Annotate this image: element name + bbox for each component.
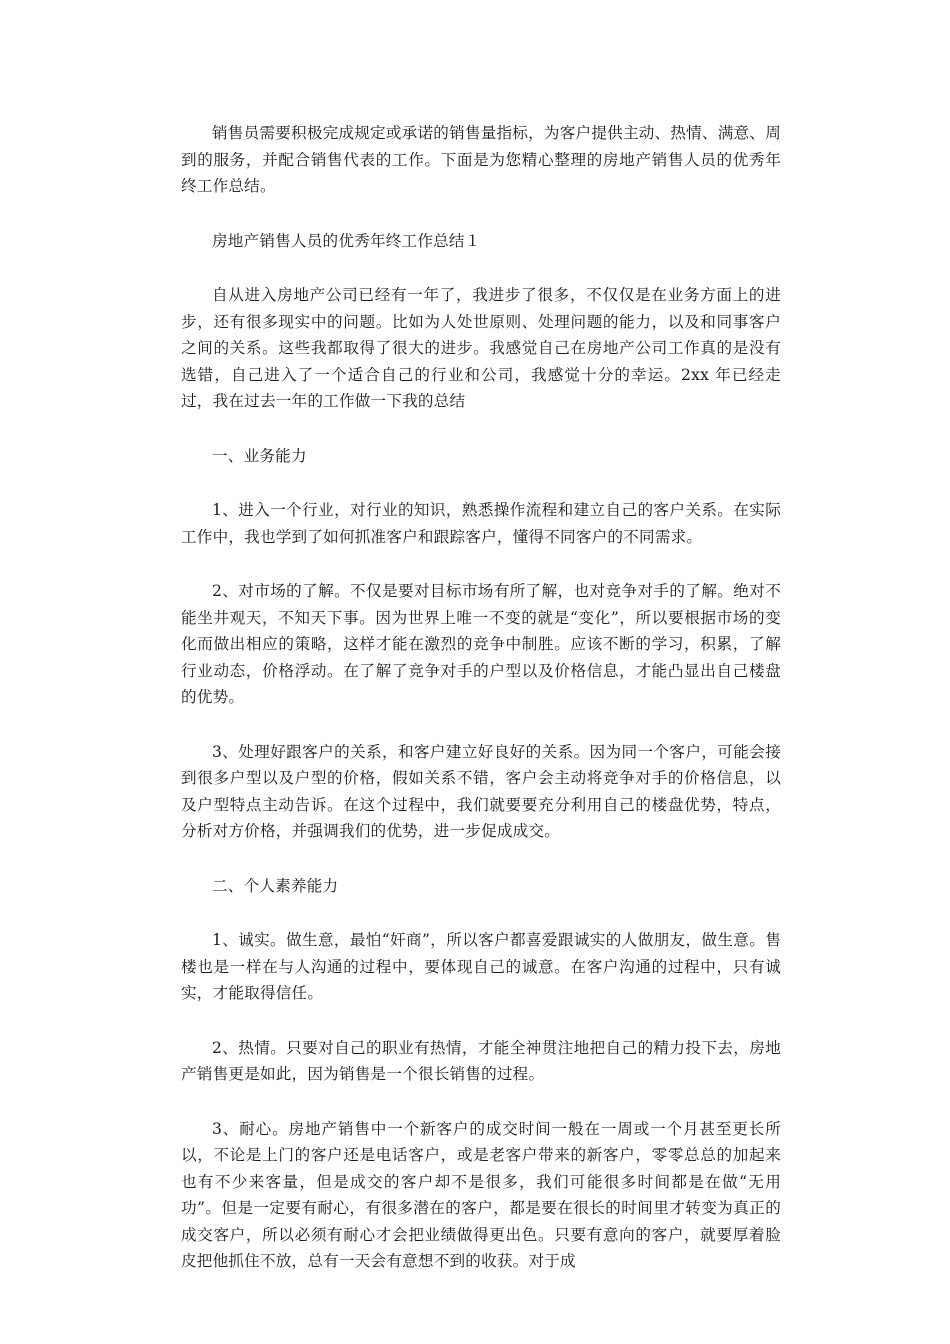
section-heading-business: 一、业务能力 — [212, 446, 307, 465]
intro-paragraph: 销售员需要积极完成规定或承诺的销售量指标，为客户提供主动、热情、满意、周到的服务，并配合销售代表的工作。下面是为您精心整理的房地产销售人员的优秀年终工作总结。 — [181, 124, 781, 195]
personal-item-1: 1、诚实。做生意，最怕“奸商”，所以客户都喜爱跟诚实的人做朋友，做生意。售楼也是一样在与人沟通的过程中，要体现自己的诚意。在客户沟通的过程中，只有诚实，才能取得信任。 — [181, 931, 781, 1002]
personal-item-2: 2、热情。只要对自己的职业有热情，才能全神贯注地把自己的精力投下去，房地产销售更是如此，因为销售是一个很长销售的过程。 — [181, 1038, 781, 1083]
document-title: 房地产销售人员的优秀年终工作总结１ — [212, 231, 481, 250]
business-item-2: 2、对市场的了解。不仅是要对目标市场有所了解，也对竞争对手的了解。绝对不能坐井观天，不知天下事。因为世界上唯一不变的就是“变化”，所以要根据市场的变化而做出相应的策略，这样才能在激烈的竞争中制胜。应该不断的学习，积累，了解行业动态，价格浮动。在了解了竞争对手的户型以及价格信息，才能凸显出自己楼盘的优势。 — [181, 582, 781, 706]
section-heading-personal: 二、个人素养能力 — [212, 876, 339, 895]
opening-paragraph: 自从进入房地产公司已经有一年了，我进步了很多，不仅仅是在业务方面上的进步，还有很多现实中的问题。比如为人处世原则、处理问题的能力，以及和同事客户之间的关系。这些我都取得了很大的进步。我感觉自己在房地产公司工作真的是没有选错，自己进入了一个适合自己的行业和公司，我感觉十分的幸运。2xx 年已经走过，我在过去一年的工作做一下我的总结 — [181, 286, 781, 410]
business-item-1: 1、进入一个行业，对行业的知识，熟悉操作流程和建立自己的客户关系。在实际工作中，我也学到了如何抓准客户和跟踪客户，懂得不同客户的不同需求。 — [181, 501, 781, 546]
personal-item-3: 3、耐心。房地产销售中一个新客户的成交时间一般在一周或一个月甚至更长所以，不论是上门的客户还是电话客户，或是老客户带来的新客户，零零总总的加起来也有不少来客量，但是成交的客户却不是很多，我们可能很多时间都是在做“无用功”。但是一定要有耐心，有很多潜在的客户，都是要在很长的时间里才转变为真正的成交客户，所以必须有耐心才会把业绩做得更出色。只要有意向的客户，就要厚着脸皮把他抓住不放，总有一天会有意想不到的收获。对于成 — [181, 1119, 781, 1270]
business-item-3: 3、处理好跟客户的关系，和客户建立好良好的关系。因为同一个客户，可能会接到很多户型以及户型的价格，假如关系不错，客户会主动将竞争对手的价格信息，以及户型特点主动告诉。在这个过程中，我们就要要充分利用自己的楼盘优势，特点，分析对方价格，并强调我们的优势，进一步促成成交。 — [181, 742, 781, 840]
document-page — [181, 120, 781, 1303]
